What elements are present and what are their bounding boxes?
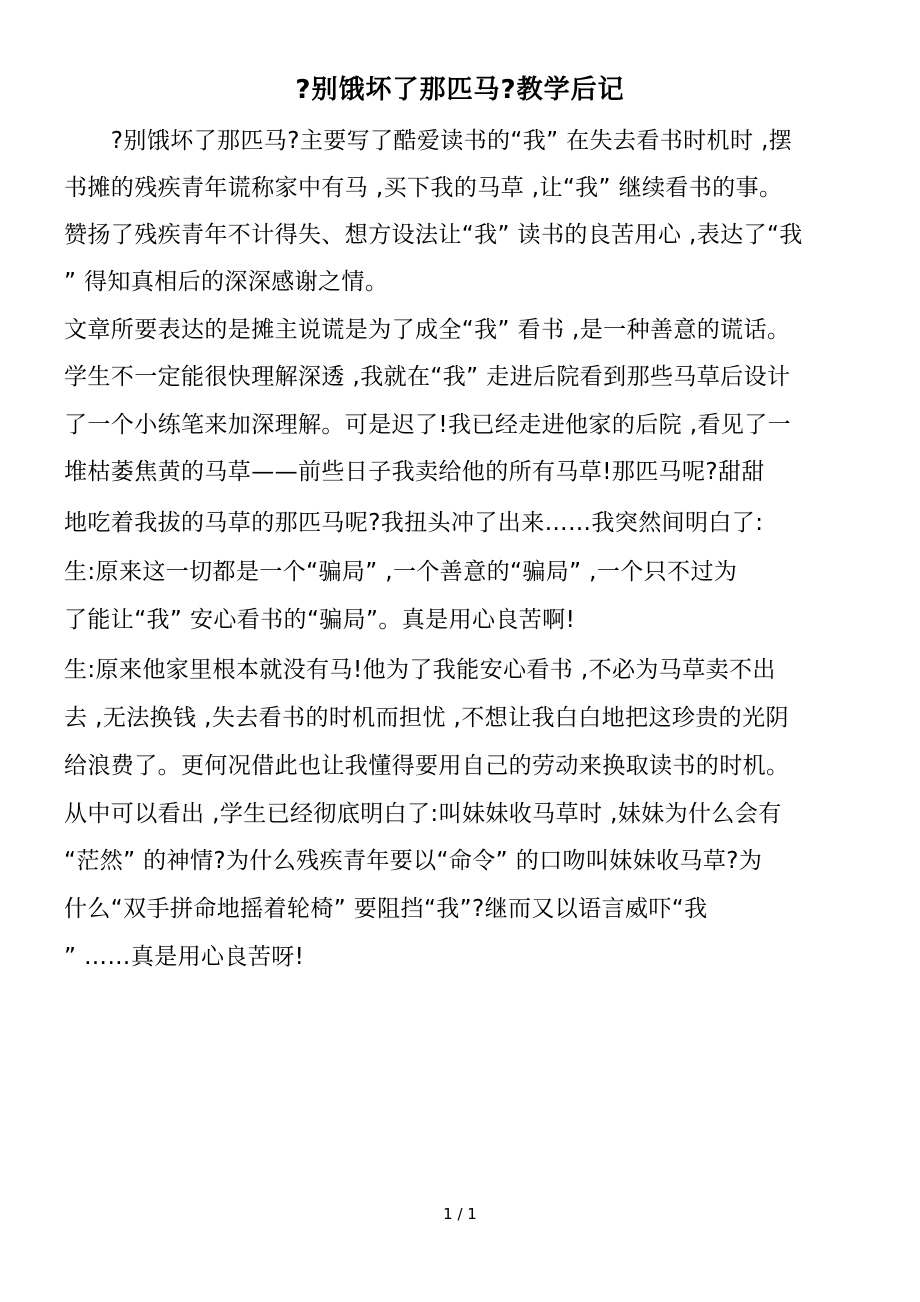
page-number: 1 / 1 xyxy=(443,1205,477,1223)
body-line: ” 得知真相后的深深感谢之情。 xyxy=(64,269,389,295)
body-line: 地吃着我拔的马草的那匹马呢?我扭头冲了出来……我突然间明白了: xyxy=(64,510,764,536)
body-line: “茫然” 的神情?为什么残疾青年要以“命令” 的口吻叫妹妹收马草?为 xyxy=(64,848,763,874)
body-line: ” ……真是用心良苦呀! xyxy=(64,944,305,970)
body-line: 去 ,无法换钱 ,失去看书的时机而担忧 ,不想让我白白地把这珍贵的光阴 xyxy=(64,705,789,731)
body-line: 堆枯萎焦黄的马草——前些日子我卖给他的所有马草!那匹马呢?甜甜 xyxy=(64,459,765,485)
document-title: ?别饿坏了那匹马?教学后记 xyxy=(295,75,625,105)
body-line: 书摊的残疾青年谎称家中有马 ,买下我的马草 ,让“我” 继续看书的事。 xyxy=(64,175,783,201)
body-line: 给浪费了。更何况借此也让我懂得要用自己的劳动来换取读书的时机。 xyxy=(64,753,790,779)
body-line: 什么“双手拼命地摇着轮椅” 要阻挡“我”?继而又以语言威吓“我 xyxy=(64,896,708,922)
body-line: ?别饿坏了那匹马?主要写了酷爱读书的“我” 在失去看书时机时 ,摆 xyxy=(64,128,793,154)
body-line: 学生不一定能很快理解深透 ,我就在“我” 走进后院看到那些马草后设计 xyxy=(64,364,791,390)
body-line: 从中可以看出 ,学生已经彻底明白了:叫妹妹收马草时 ,妹妹为什么会有 xyxy=(64,801,782,827)
body-line: 生:原来这一切都是一个“骗局” ,一个善意的“骗局” ,一个只不过为 xyxy=(64,559,738,585)
body-line: 了一个小练笔来加深理解。可是迟了!我已经走进他家的后院 ,看见了一 xyxy=(64,412,792,438)
body-line: 文章所要表达的是摊主说谎是为了成全“我” 看书 ,是一种善意的谎话。 xyxy=(64,317,791,343)
body-line: 赞扬了残疾青年不计得失、想方设法让“我” 读书的良苦用心 ,表达了“我 xyxy=(64,222,803,248)
body-line: 了能让“我” 安心看书的“骗局”。真是用心良苦啊! xyxy=(64,607,576,633)
body-line: 生:原来他家里根本就没有马!他为了我能安心看书 ,不必为马草卖不出 xyxy=(64,657,776,683)
